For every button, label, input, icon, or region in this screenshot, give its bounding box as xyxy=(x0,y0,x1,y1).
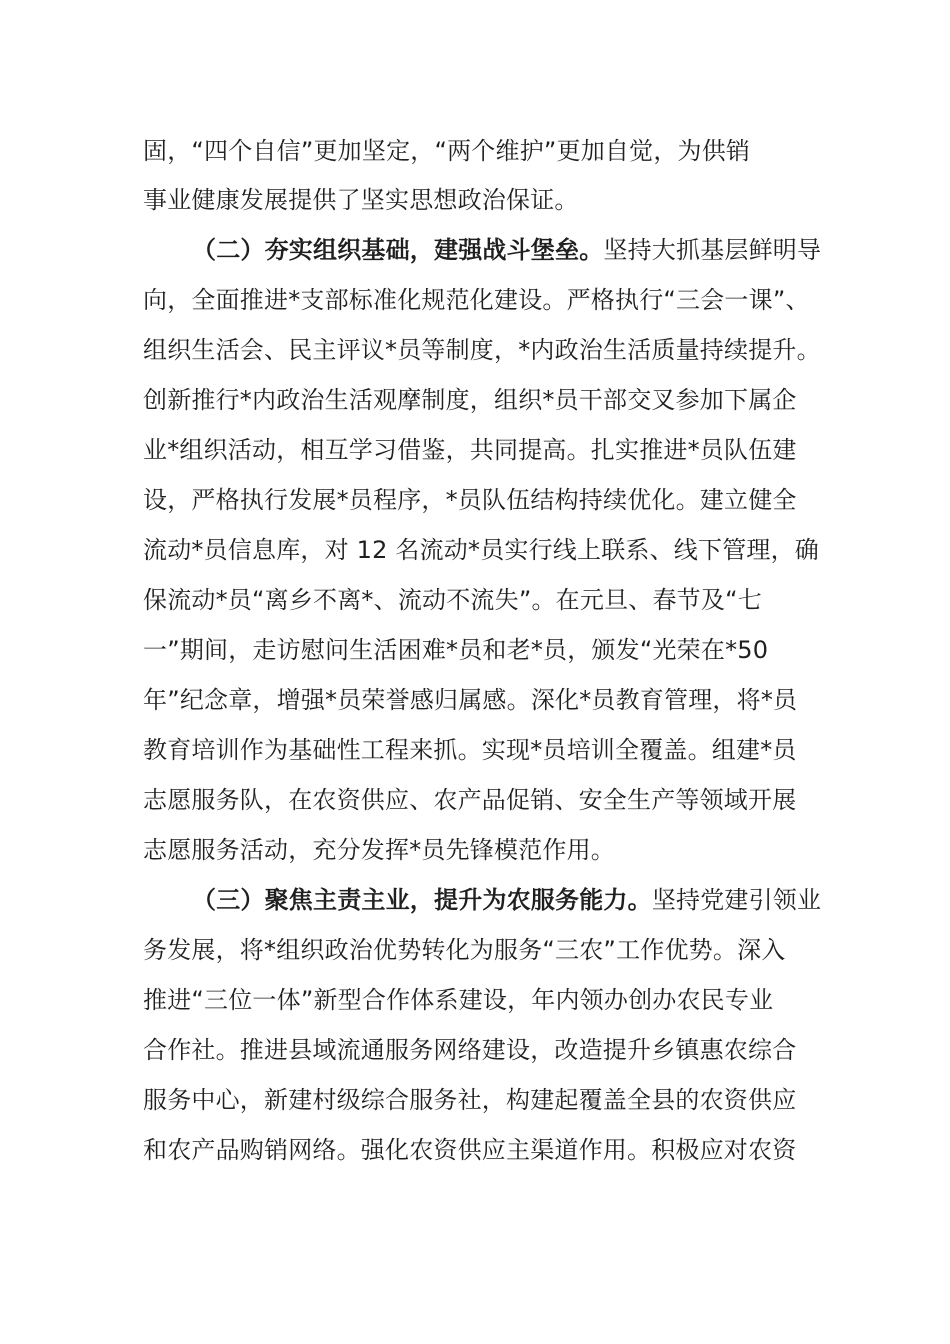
text-line: 向，全面推进*支部标准化规范化建设。严格执行“三会一课”、 xyxy=(143,286,810,314)
text-line: 教育培训作为基础性工程来抓。实现*员培训全覆盖。组建*员 xyxy=(143,736,797,764)
text-line: 业*组织活动，相互学习借鉴，共同提高。扎实推进*员队伍建 xyxy=(143,436,797,464)
text-line: 推进“三位一体”新型合作体系建设，年内领办创办农民专业 xyxy=(143,986,774,1014)
text-line: 保流动*员“离乡不离*、流动不流失”。在元旦、春节及“七 xyxy=(143,586,762,614)
text-line: 志愿服务活动，充分发挥*员先锋模范作用。 xyxy=(143,836,615,864)
section-heading: （三）聚焦主责主业，提升为农服务能力。 xyxy=(192,886,652,914)
text-line: 服务中心，新建村级综合服务社，构建起覆盖全县的农资供应 xyxy=(143,1086,797,1114)
text-line: 组织生活会、民主评议*员等制度，*内政治生活质量持续提升。 xyxy=(143,336,821,364)
text-line: 事业健康发展提供了坚实思想政治保证。 xyxy=(143,186,579,214)
text-line: 固，“四个自信”更加坚定，“两个维护”更加自觉，为供销 xyxy=(143,137,751,165)
text-line: 设，严格执行发展*员程序，*员队伍结构持续优化。建立健全 xyxy=(143,486,797,514)
text-line: 合作社。推进县域流通服务网络建设，改造提升乡镇惠农综合 xyxy=(143,1036,797,1064)
text-line: 和农产品购销网络。强化农资供应主渠道作用。积极应对农资 xyxy=(143,1136,797,1164)
section-heading: （二）夯实组织基础，建强战斗堡垒。 xyxy=(192,236,604,264)
section-heading-line: （二）夯实组织基础，建强战斗堡垒。坚持大抓基层鲜明导 xyxy=(192,236,822,264)
text-line: 流动*员信息库，对 12 名流动*员实行线上联系、线下管理，确 xyxy=(143,536,819,564)
section-heading-line: （三）聚焦主责主业，提升为农服务能力。坚持党建引领业 xyxy=(192,886,822,914)
text-line: 创新推行*内政治生活观摩制度，组织*员干部交叉参加下属企 xyxy=(143,386,797,414)
text-line: 务发展，将*组织政治优势转化为服务“三农”工作优势。深入 xyxy=(143,936,786,964)
text-line: 志愿服务队，在农资供应、农产品促销、安全生产等领域开展 xyxy=(143,786,797,814)
text-line: 年”纪念章，增强*员荣誉感归属感。深化*员教育管理，将*员 xyxy=(143,686,798,714)
text-line: 一”期间，走访慰问生活困难*员和老*员，颁发“光荣在*50 xyxy=(143,636,769,664)
